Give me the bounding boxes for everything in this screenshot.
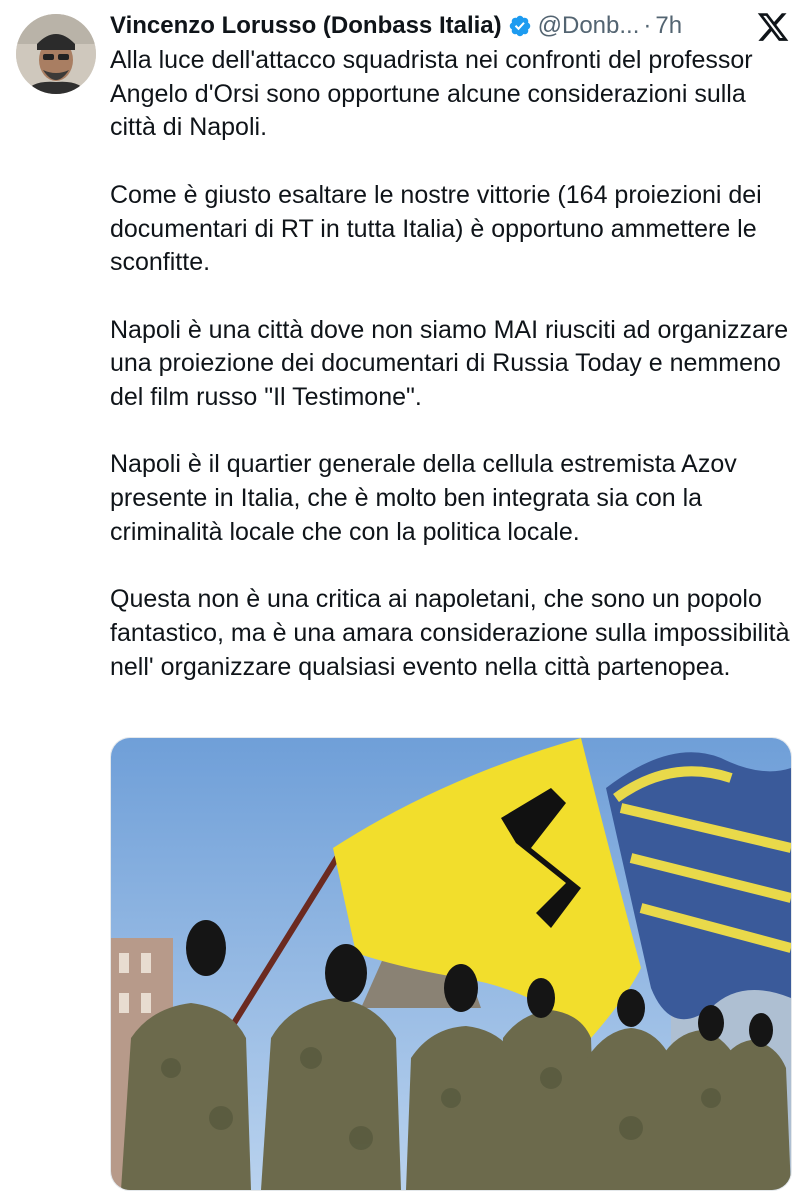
tweet-paragraph: Napoli è il quartier generale della cellula estremista Azov presente in Italia, che è molto ben integrata sia con la criminalità locale che con la politica locale. bbox=[110, 450, 737, 546]
tweet-paragraph: Napoli è una città dove non siamo MAI riusciti ad organizzare una proiezione dei documentari di Russia Today e nemmeno del film russo "Il Testimone". bbox=[110, 315, 789, 411]
tweet-media-photo[interactable] bbox=[110, 737, 792, 1191]
tweet-paragraph: Come è giusto esaltare le nostre vittorie (164 proiezioni dei documentari di RT in tutta Italia) è opportuno ammettere le sconfitte. bbox=[110, 180, 762, 277]
author-handle[interactable]: @Donb... bbox=[537, 12, 640, 39]
author-avatar[interactable] bbox=[16, 14, 96, 94]
tweet-header bbox=[110, 8, 750, 44]
separator-dot: · bbox=[643, 12, 652, 39]
x-logo-icon[interactable] bbox=[756, 10, 790, 44]
tweet-text bbox=[110, 44, 790, 684]
verified-badge-icon bbox=[508, 14, 532, 38]
tweet-paragraph: Questa non è una critica ai napoletani, che sono un popolo fantastico, ma è una amara considerazione sulla impossibilità nell' organizzare qualsiasi evento nella città partenopea. bbox=[110, 585, 790, 681]
author-name[interactable]: Vincenzo Lorusso (Donbass Italia) bbox=[110, 12, 502, 39]
timestamp[interactable]: 7h bbox=[655, 12, 683, 39]
tweet-paragraph: Alla luce dell'attacco squadrista nei confronti del professor Angelo d'Orsi sono opportune alcune considerazioni sulla città di Napoli. bbox=[110, 46, 753, 142]
